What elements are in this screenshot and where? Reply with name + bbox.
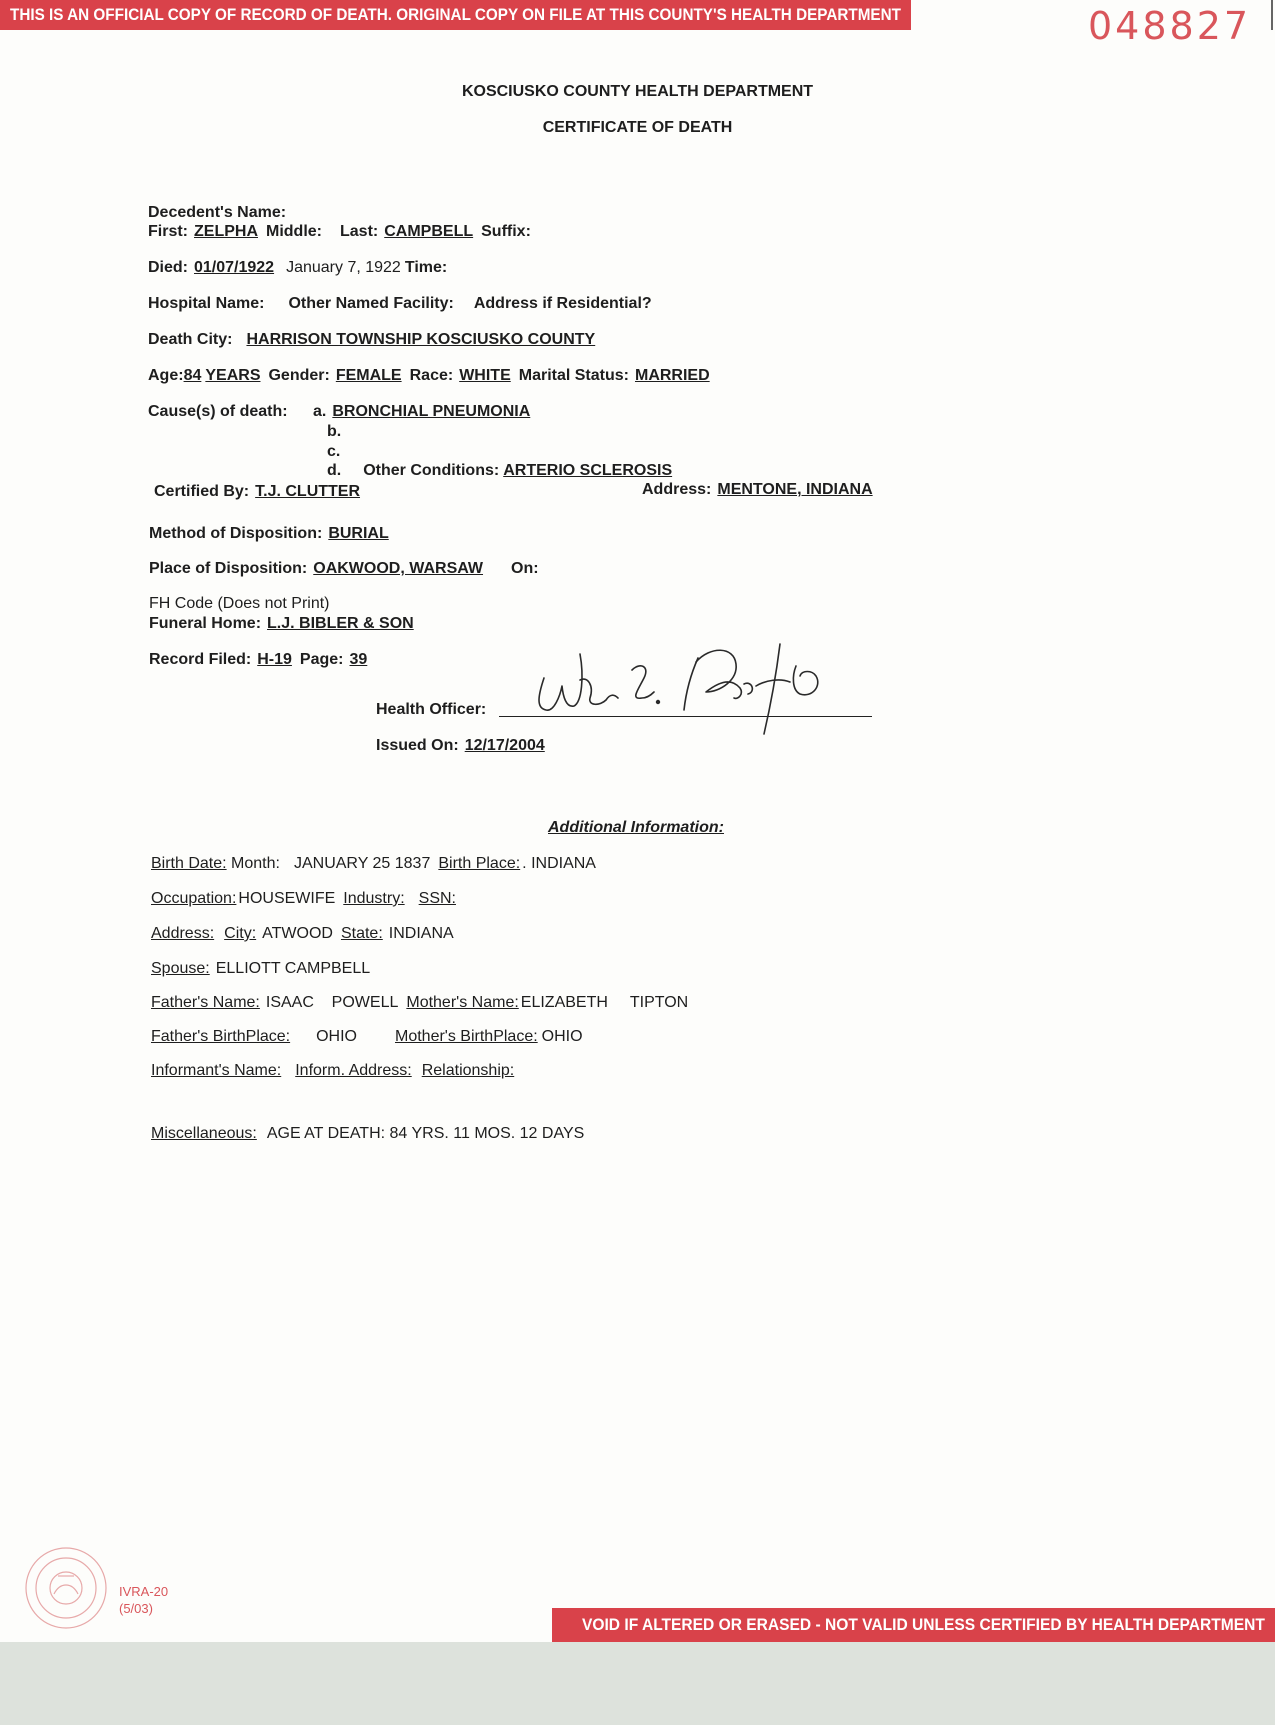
parents-row [151,993,696,1013]
additional-info-heading: Additional Information: [548,819,724,836]
disposition-place-label: Place of Disposition: [149,560,308,577]
parents-birthplace-row [151,1027,591,1047]
death-date-value: 01/07/1922 [194,259,275,276]
spouse-value: ELLIOTT CAMPBELL [215,960,371,977]
disposition-method-row [149,524,397,544]
health-officer-label: Health Officer: [376,701,487,718]
death-city-row [148,330,603,350]
last-name-label: Last: [340,223,379,240]
race-value: WHITE [459,367,511,384]
scan-margin [0,1642,1275,1725]
certificate-title: CERTIFICATE OF DEATH [542,119,733,136]
relationship-label: Relationship: [421,1062,515,1079]
funeral-home-row [149,614,422,634]
father-birthplace-label: Father's BirthPlace: [151,1028,291,1045]
edge-mark [1271,0,1273,30]
address-label: Address: [151,925,215,942]
death-date-text: January 7, 1922 [286,259,401,276]
certified-by-row [154,482,368,502]
father-birthplace-value: OHIO [316,1028,357,1045]
marital-value: MARRIED [634,367,710,384]
birth-date-value: JANUARY 25 1837 [293,855,431,872]
disposition-place-row [149,559,539,579]
issued-on-label: Issued On: [376,737,459,754]
certificate-number: 048827 [1088,4,1252,48]
state-value: INDIANA [388,925,454,942]
gender-value: FEMALE [335,367,402,384]
cause-d-label: d. [327,462,342,479]
occupation-value: HOUSEWIFE [238,890,336,907]
age-value: 84 [183,367,202,384]
hospital-label: Hospital Name: [148,295,265,312]
certifier-address-row [642,480,881,500]
funeral-home-label: Funeral Home: [149,615,262,632]
cause-b-label: b. [327,423,342,440]
died-label: Died: [148,259,188,276]
fh-code-label: FH Code (Does not Print) [149,595,330,612]
father-name-value: ISAAC POWELL [265,994,399,1011]
record-filed-label: Record Filed: [149,651,252,668]
page-label: Page: [299,651,344,668]
form-code: IVRA-20 [119,1584,169,1599]
page-value: 39 [349,651,368,668]
gender-label: Gender: [268,367,330,384]
issued-on-value: 12/17/2004 [464,737,545,754]
birth-place-value: . INDIANA [522,855,596,872]
disposition-place-value: OAKWOOD, WARSAW [313,560,484,577]
birth-place-label: Birth Place: [438,855,521,872]
other-conditions-value: ARTERIO SCLEROSIS [503,462,673,479]
cause-d-row [327,461,680,481]
father-name-label: Father's Name: [151,994,260,1011]
void-warning-banner: VOID IF ALTERED OR ERASED - NOT VALID UNLESS CERTIFIED BY HEALTH DEPARTMENT [552,1608,1275,1642]
record-filed-row [149,650,375,670]
cause-label: Cause(s) of death: [148,403,288,420]
facility-label: Other Named Facility: [288,295,454,312]
death-date-row [148,258,447,278]
address-row [151,924,462,944]
occupation-row [151,889,456,909]
demographics-row [148,366,718,386]
miscellaneous-label: Miscellaneous: [151,1125,257,1142]
funeral-home-value: L.J. BIBLER & SON [267,615,414,632]
disposition-method-value: BURIAL [328,525,389,542]
mother-name-label: Mother's Name: [406,994,519,1011]
other-conditions-label: Other Conditions: [363,462,500,479]
form-revision: (5/03) [119,1601,153,1616]
mother-birthplace-label: Mother's BirthPlace: [395,1028,538,1045]
disposition-method-label: Method of Disposition: [149,525,323,542]
last-name-value: CAMPBELL [384,223,474,240]
birth-row [151,854,596,874]
county-seal [24,1546,108,1630]
time-label: Time: [404,259,448,276]
mother-name-value: ELIZABETH TIPTON [520,994,689,1011]
issued-on-row [376,736,553,756]
facility-row [148,294,652,314]
suffix-label: Suffix: [481,223,531,240]
marital-label: Marital Status: [518,367,629,384]
state-label: State: [340,925,383,942]
spouse-row [151,959,378,979]
disposition-on-label: On: [511,560,539,577]
certifier-name: T.J. CLUTTER [255,483,361,500]
race-label: Race: [409,367,454,384]
age-label: Age: [148,367,184,384]
birth-date-label: Birth Date: [151,855,227,872]
informant-row [151,1061,514,1081]
mother-birthplace-value: OHIO [541,1028,583,1045]
middle-name-label: Middle: [266,223,322,240]
department-heading: KOSCIUSKO COUNTY HEALTH DEPARTMENT [461,83,814,100]
spouse-label: Spouse: [151,960,210,977]
ssn-label: SSN: [418,890,456,907]
industry-label: Industry: [343,890,405,907]
informant-name-label: Informant's Name: [151,1062,282,1079]
official-copy-banner: THIS IS AN OFFICIAL COPY OF RECORD OF DEATH. ORIGINAL COPY ON FILE AT THIS COUNTY'S HEALTH DEPARTMENT [0,0,911,30]
health-officer-signature [530,636,850,746]
death-city-value: HARRISON TOWNSHIP KOSCIUSKO COUNTY [246,331,596,348]
certifier-address-label: Address: [642,481,712,498]
inform-address-label: Inform. Address: [295,1062,412,1079]
certifier-address-value: MENTONE, INDIANA [717,481,873,498]
death-city-label: Death City: [148,331,233,348]
cause-c-label: c. [327,443,341,460]
residential-label: Address if Residential? [473,295,652,312]
city-value: ATWOOD [262,925,333,942]
miscellaneous-row [151,1124,592,1144]
miscellaneous-value: AGE AT DEATH: 84 YRS. 11 MOS. 12 DAYS [266,1125,585,1142]
first-name-value: ZELPHA [194,223,258,240]
cause-a-row [313,402,538,422]
first-name-label: First: [148,223,188,240]
occupation-label: Occupation: [151,890,237,907]
cause-a-label: a. [313,403,327,420]
month-label: Month: [231,855,280,872]
decedent-name-label: Decedent's Name: [148,204,287,221]
cause-a-value: BRONCHIAL PNEUMONIA [332,403,531,420]
age-unit: YEARS [205,367,261,384]
decedent-name-row [148,222,531,242]
city-label: City: [224,925,257,942]
record-filed-value: H-19 [257,651,292,668]
certified-by-label: Certified By: [154,483,250,500]
